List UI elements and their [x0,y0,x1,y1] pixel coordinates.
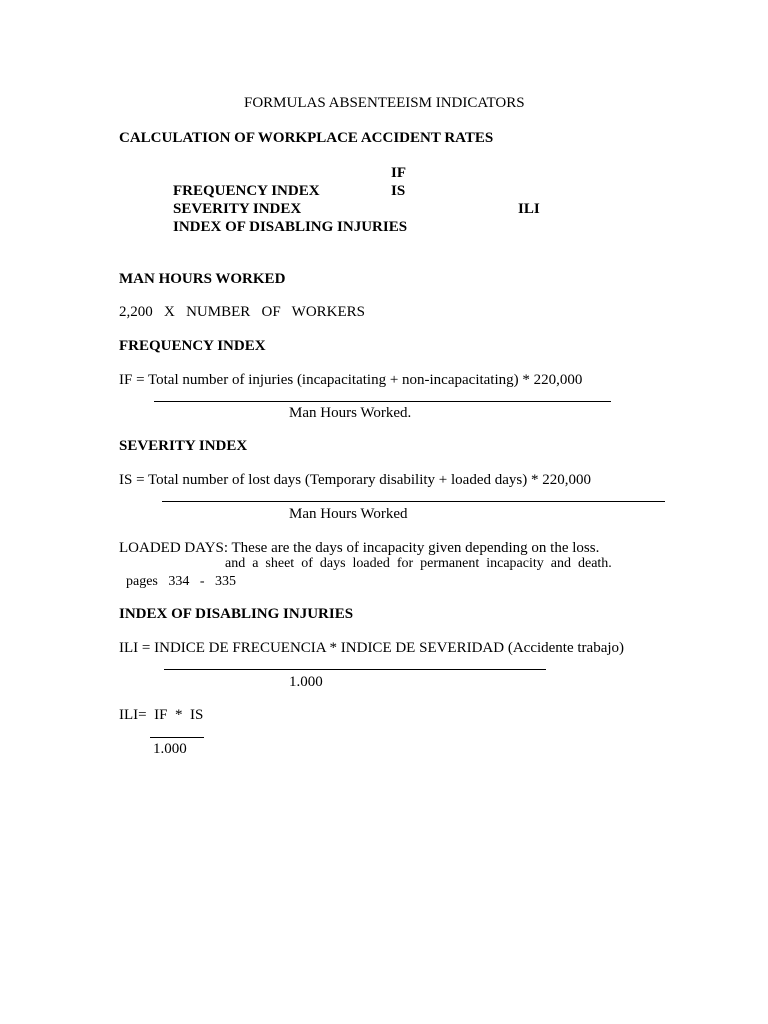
ili-formula-numerator: ILI = INDICE DE FRECUENCIA * INDICE DE SEVERIDAD (Accidente trabajo) [119,640,625,656]
list-item-abbr: IF [391,165,406,181]
fraction-bar [162,501,665,502]
list-item-disabling [144,200,407,254]
list-item-abbr: ILI [518,201,540,217]
fraction-bar [164,669,546,670]
frequency-formula-denominator: Man Hours Worked. [289,405,412,421]
ili-short-numerator: ILI= IF * IS [119,707,204,723]
loaded-days-note-cont: and a sheet of days loaded for permanent incapacity and death. [225,556,612,571]
section-heading-severity: SEVERITY INDEX [119,438,248,454]
list-item-label: FREQUENCY INDEX [173,183,320,199]
pages-reference: pages 334 - 335 [126,574,237,589]
section-heading-man-hours: MAN HOURS WORKED [119,271,286,287]
ili-formula-denominator: 1.000 [289,674,323,690]
list-item-label: INDEX OF DISABLING INJURIES [173,219,408,235]
severity-formula-denominator: Man Hours Worked [289,506,408,522]
loaded-days-note: LOADED DAYS: These are the days of incapacity given depending on the loss. [119,540,600,556]
loaded-days-pages [119,555,612,591]
fraction-bar [154,401,611,402]
ili-short-denominator: 1.000 [153,741,187,757]
frequency-formula-numerator: IF = Total number of injuries (incapacitating + non-incapacitating) * 220,000 [119,372,583,388]
section-heading-accident-rates: CALCULATION OF WORKPLACE ACCIDENT RATES [119,130,494,146]
section-heading-disabling: INDEX OF DISABLING INJURIES [119,606,354,622]
list-item-abbr: IS [391,183,406,199]
severity-formula-numerator: IS = Total number of lost days (Temporary disability + loaded days) * 220,000 [119,472,591,488]
list-item-label: SEVERITY INDEX [173,201,302,217]
section-heading-frequency: FREQUENCY INDEX [119,338,266,354]
man-hours-formula: 2,200 X NUMBER OF WORKERS [119,304,365,320]
fraction-bar [150,737,204,738]
document-title: FORMULAS ABSENTEEISM INDICATORS [244,95,525,111]
